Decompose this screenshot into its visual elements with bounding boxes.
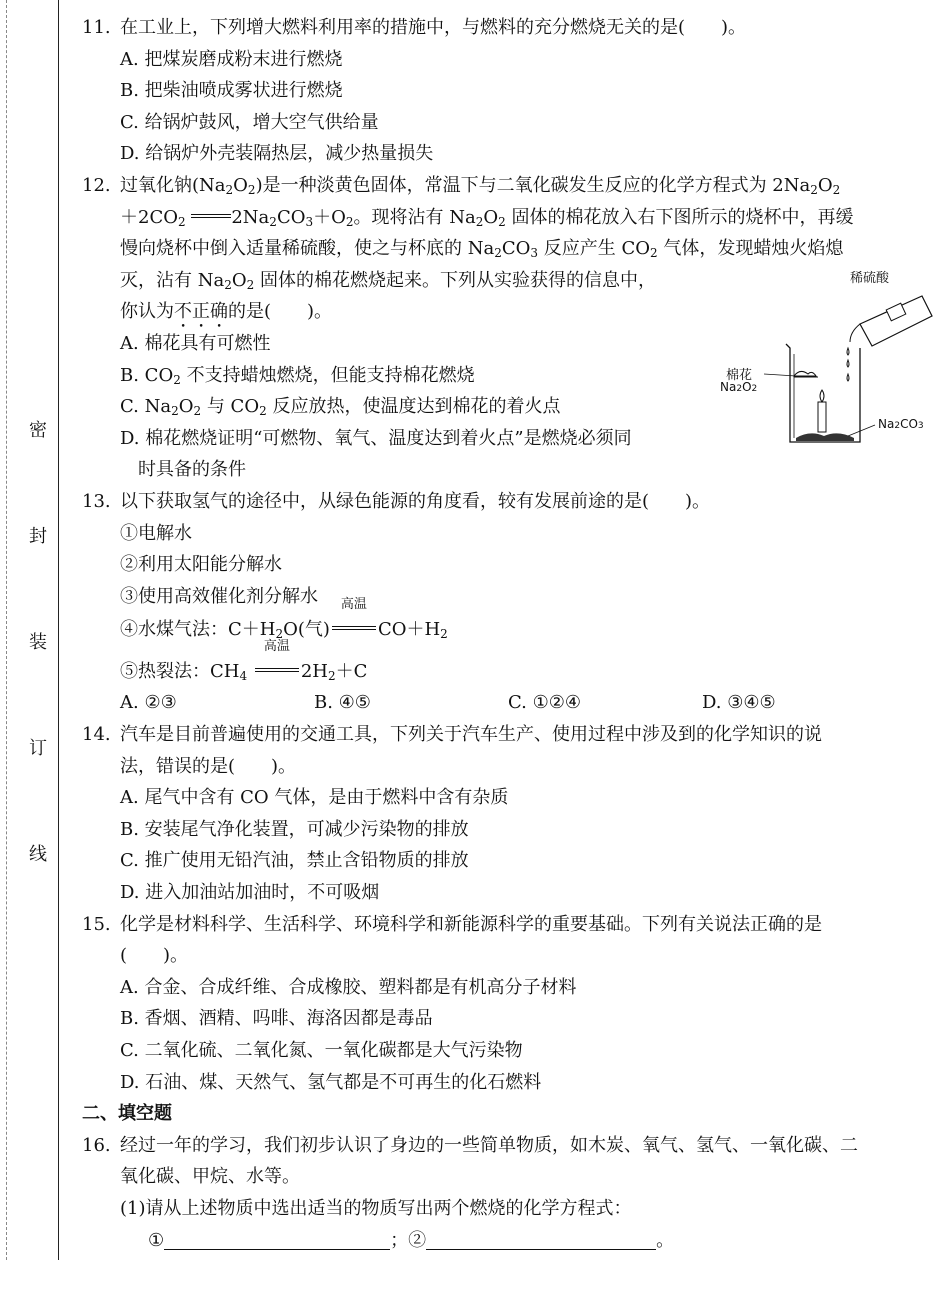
question-13: [82, 486, 938, 719]
option-d: D. 棉花燃烧证明“可燃物、氧气、温度达到着火点”是燃烧必须同: [120, 427, 632, 449]
stem-text: O: [817, 174, 833, 196]
subscript: 2: [193, 404, 202, 419]
blank-marker: ；②: [390, 1229, 427, 1251]
stem-text: )是一种淡黄色固体，常温下与二氧化碳发生反应的化学方程式为 2Na: [255, 174, 811, 196]
subscript: 2: [275, 627, 284, 642]
question-number: 11.: [82, 17, 111, 38]
leader-line-na2co3: [848, 425, 875, 436]
question-stem-continued: 氧化碳、甲烷、水等。: [120, 1166, 300, 1188]
stem-text: CO: [501, 238, 531, 260]
question-number: 16.: [82, 1134, 111, 1156]
option-d: D. ③④⑤: [702, 692, 776, 714]
subscript: 2: [498, 214, 506, 229]
option-b: B. 安装尾气净化装置，可减少污染物的排放: [120, 818, 469, 840]
exam-content: [82, 12, 938, 1256]
route-1: ①电解水: [120, 522, 192, 544]
route-text: ④水煤气法：C＋H: [120, 619, 276, 641]
subscript: 2: [894, 421, 901, 431]
question-stem-continued: ( )。: [120, 945, 189, 967]
question-stem: 在工业上，下列增大燃料利用率的措施中，与燃料的充分燃烧无关的是( )。: [120, 17, 747, 38]
question-16: [82, 1130, 938, 1256]
seal-char-xian: 线: [24, 840, 52, 866]
subscript: 2: [173, 372, 181, 387]
stem-text: 你认为: [120, 301, 174, 323]
stem-text: 的是( )。: [228, 301, 333, 323]
question-number: 13.: [82, 490, 111, 512]
route-text: ⑤热裂法：CH: [120, 660, 240, 682]
stem-text: CO: [276, 206, 306, 228]
question-number: 15.: [82, 913, 111, 935]
answer-line: [82, 1225, 938, 1257]
acid-bottle-icon: [850, 296, 932, 346]
reaction-condition: [330, 597, 378, 646]
stem-text: 气体，发现蜡烛火焰熄: [657, 238, 844, 260]
option-d: D. 石油、煤、天然气、氢气都是不可再生的化石燃料: [120, 1071, 542, 1093]
question-number: 12.: [82, 174, 111, 196]
option-text: 与 CO: [201, 396, 260, 418]
option-c: C. 推广使用无铅汽油，禁止含铅物质的排放: [120, 850, 469, 872]
reaction-condition: [253, 638, 301, 688]
emphasized-text: 不正确: [174, 301, 228, 323]
option-a: A. 把煤炭磨成粉末进行燃烧: [120, 48, 343, 70]
subscript: 2: [650, 246, 658, 261]
cotton-icon: [794, 371, 818, 377]
option-b: B. 把柴油喷成雾状进行燃烧: [120, 80, 343, 102]
route-text: ＋C: [335, 660, 368, 682]
subscript: 2: [269, 214, 277, 229]
label-text: CO: [900, 417, 918, 431]
stem-text: 固体的棉花燃烧起来。下列从实验获得的信息中，: [254, 269, 656, 291]
label-na2o2: [720, 380, 757, 394]
subscript: 2: [751, 384, 758, 394]
label-dilute-acid: 稀硫酸: [850, 271, 890, 286]
question-15: [82, 909, 938, 1099]
stem-text: ＋O: [313, 206, 346, 228]
subscript: 3: [530, 246, 539, 261]
subscript: 2: [345, 214, 354, 229]
equals-sign: [191, 214, 231, 218]
stem-text: O: [233, 174, 248, 196]
route-text: O(气): [283, 619, 330, 641]
question-stem-continued: 法，错误的是( )。: [120, 755, 297, 777]
sub-question-1: (1)请从上述物质中选出适当的物质写出两个燃烧的化学方程式：: [120, 1197, 632, 1219]
stem-text: O: [231, 269, 247, 291]
label-text: O: [742, 380, 752, 394]
route-text: 2H: [300, 660, 329, 682]
route-2: ②利用太阳能分解水: [120, 554, 282, 576]
stem-text: 。现将沾有 Na: [353, 206, 476, 228]
option-c: C. 二氧化硫、二氧化氮、一氧化碳都是大气污染物: [120, 1040, 523, 1061]
option-b: B. 香烟、酒精、吗啡、海洛因都是毒品: [120, 1008, 433, 1030]
stem-text: 灭，沾有 Na: [120, 269, 225, 291]
seal-margin: [0, 0, 60, 1314]
stem-text: O: [483, 206, 499, 228]
condition-label: 高温: [340, 597, 367, 613]
answer-blank-2[interactable]: [426, 1229, 656, 1250]
route-text: CO＋H: [377, 619, 441, 641]
question-stem: 化学是材料科学、生活科学、环境科学和新能源科学的重要基础。下列有关说法正确的是: [120, 913, 822, 935]
route-4: [82, 597, 938, 646]
subscript: 2: [440, 627, 448, 642]
option-text: 反应放热，使温度达到棉花的着火点: [266, 396, 561, 418]
equals-sign: [255, 668, 299, 672]
option-a: A. 棉花具有可燃性: [120, 332, 271, 354]
option-text: B. CO: [120, 364, 174, 386]
na2co3-powder-icon: [796, 433, 854, 441]
stem-text: 过氧化钠(Na: [120, 174, 226, 196]
seal-char-mi: 密: [24, 416, 52, 442]
subscript: 2: [475, 214, 484, 229]
option-a: A. ②③: [120, 692, 177, 714]
label-text: Na: [720, 380, 737, 394]
stem-text: ＋2CO: [120, 206, 178, 228]
candle-icon: [818, 390, 826, 432]
stem-text: 2Na: [231, 206, 270, 228]
label-text: Na: [878, 417, 895, 431]
subscript: 3: [917, 421, 924, 431]
seal-char-zhuang: 装: [24, 628, 52, 654]
margin-rule: [58, 0, 59, 1260]
leader-line-cotton: [764, 374, 796, 376]
seal-char-feng: 封: [24, 522, 52, 548]
subscript: 2: [259, 404, 267, 419]
subscript: 2: [247, 182, 256, 197]
subscript: 2: [171, 404, 179, 419]
option-d: D. 给锅炉外壳装隔热层，减少热量损失: [120, 143, 434, 165]
subscript: 2: [328, 668, 336, 683]
option-c: C. 给锅炉鼓风，增大空气供给量: [120, 111, 379, 133]
question-14: [82, 719, 938, 909]
subscript: 2: [736, 384, 743, 394]
stem-text: 慢向烧杯中倒入适量稀硫酸，使之与杯底的 Na: [120, 238, 495, 260]
beaker-diagram: [700, 262, 940, 462]
question-stem: 经过一年的学习，我们初步认识了身边的一些简单物质，如木炭、氧气、氢气、一氧化碳、二: [120, 1134, 858, 1156]
subscript: 2: [832, 182, 841, 197]
route-5: [82, 638, 938, 688]
section-heading: 二、填空题: [82, 1103, 172, 1125]
subscript: 3: [305, 214, 314, 229]
condition-label: 高温: [263, 638, 290, 654]
question-stem: 以下获取氢气的途径中，从绿色能源的角度看，较有发展前途的是( )。: [120, 490, 711, 512]
blank-marker: 。: [656, 1229, 675, 1251]
question-stem: 汽车是目前普遍使用的交通工具，下列关于汽车生产、使用过程中涉及到的化学知识的说: [120, 724, 822, 746]
subscript: 2: [494, 246, 502, 261]
stem-text: 固体的棉花放入右下图所示的烧杯中，再缓: [505, 206, 854, 228]
option-c: C. ①②④: [508, 692, 581, 714]
question-number: 14.: [82, 724, 111, 746]
subscript: 2: [224, 277, 232, 292]
option-text: C. Na: [120, 396, 172, 418]
subscript: 2: [246, 277, 255, 292]
question-11: [82, 12, 938, 170]
label-cotton: 棉花: [726, 368, 753, 383]
equals-sign: [332, 626, 376, 630]
seal-char-ding: 订: [24, 734, 52, 760]
choice-row: [82, 687, 938, 719]
subscript: 2: [810, 182, 818, 197]
option-d-continued: 时具备的条件: [138, 459, 246, 481]
option-text: O: [178, 396, 194, 418]
answer-blank-1[interactable]: [164, 1229, 390, 1250]
route-3: ③使用高效催化剂分解水: [120, 585, 318, 607]
subscript: 4: [239, 668, 248, 683]
option-a: A. 合金、合成纤维、合成橡胶、塑料都是有机高分子材料: [120, 976, 577, 998]
option-b: B. ④⑤: [314, 692, 371, 714]
option-a: A. 尾气中含有 CO 气体，是由于燃料中含有杂质: [120, 787, 509, 809]
stem-text: 反应产生 CO: [538, 238, 650, 260]
beaker-figure: [700, 262, 940, 462]
option-text: 不支持蜡烛燃烧，但能支持棉花燃烧: [180, 364, 475, 386]
subscript: 2: [177, 214, 186, 229]
option-d: D. 进入加油站加油时，不可吸烟: [120, 882, 380, 904]
label-na2co3: [878, 417, 924, 431]
acid-drops-icon: [847, 348, 849, 381]
subscript: 2: [225, 182, 234, 197]
blank-marker: ①: [148, 1229, 165, 1251]
cut-line: [6, 0, 7, 1260]
